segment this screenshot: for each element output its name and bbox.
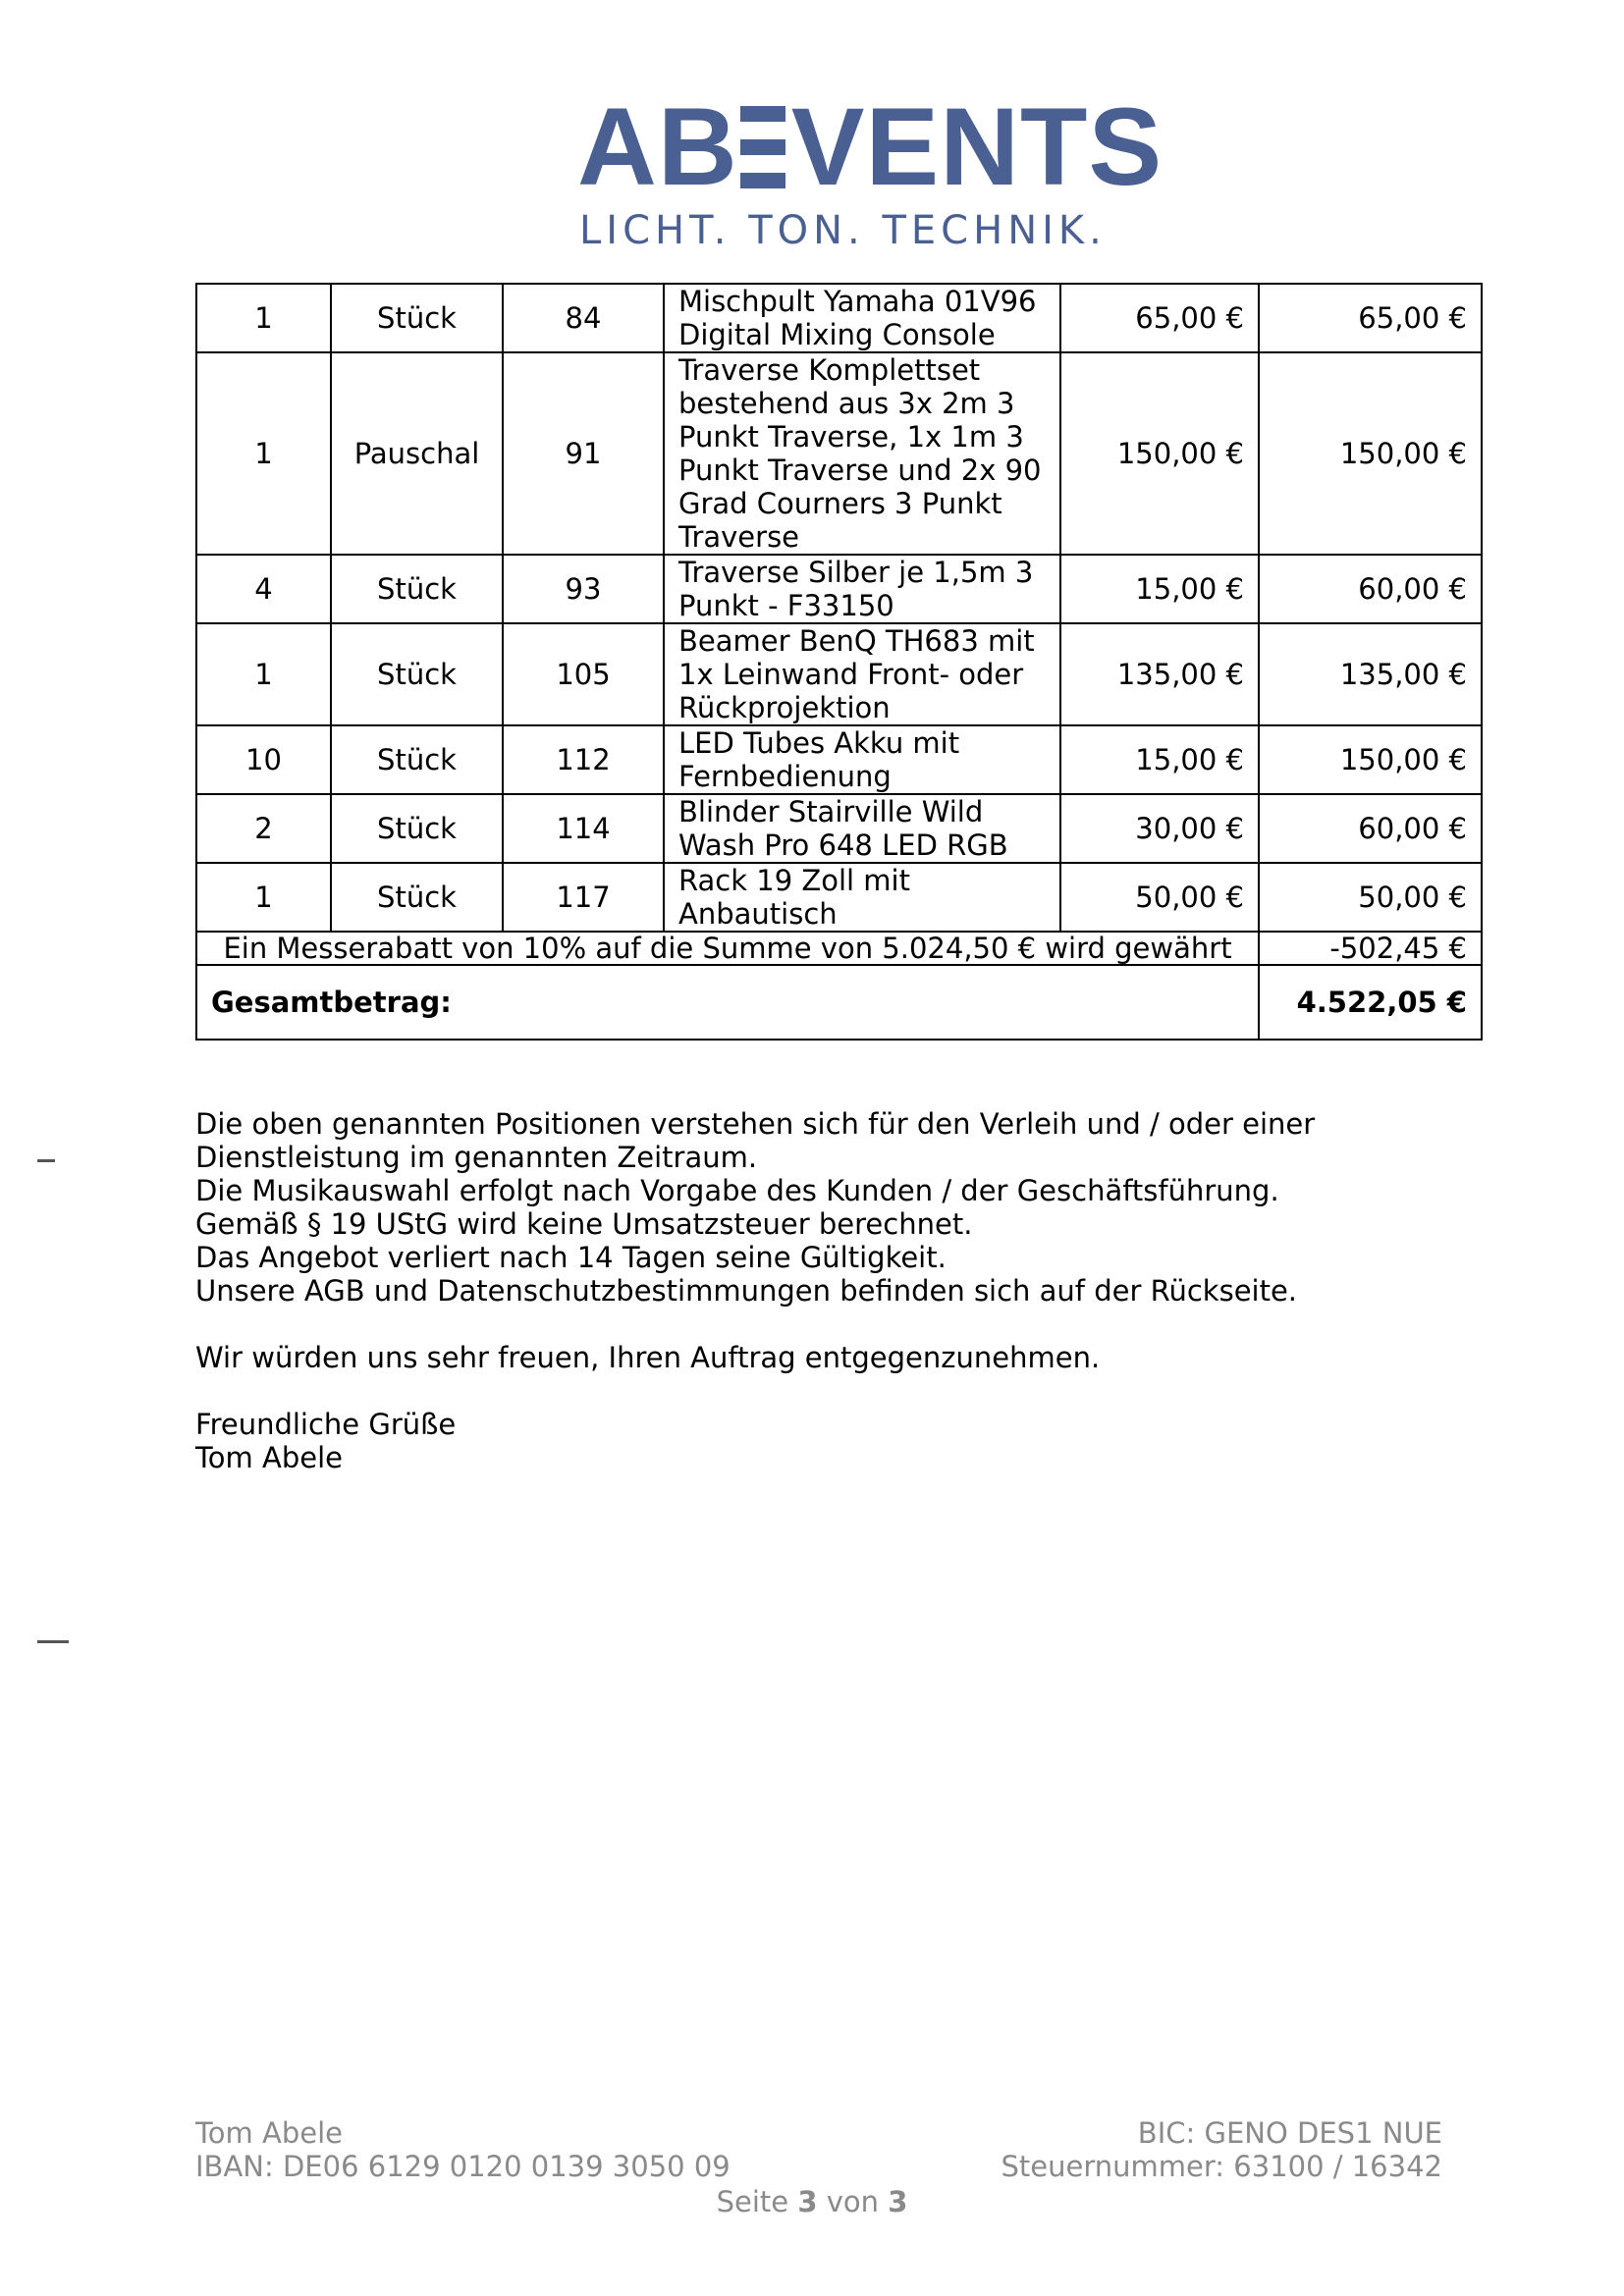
table-row xyxy=(196,623,1482,725)
punch-mark xyxy=(37,1640,69,1643)
page-number: Seite 3 von 3 xyxy=(716,2185,908,2218)
line-total-cell: 65,00 € xyxy=(1259,284,1482,352)
description-line: Punkt Traverse und 2x 90 xyxy=(678,454,1042,487)
items-table xyxy=(195,283,1483,1041)
table-row xyxy=(196,794,1482,863)
unit-price-cell: 150,00 € xyxy=(1060,352,1259,555)
description-line: bestehend aus 3x 2m 3 xyxy=(678,387,1015,420)
line-total-cell: 135,00 € xyxy=(1259,623,1482,725)
footer-iban: IBAN: DE06 6129 0120 0139 3050 09 xyxy=(195,2150,731,2183)
logo-text-right: VENTS xyxy=(790,85,1164,208)
unit-cell: Pauschal xyxy=(331,352,503,555)
unit-price-cell: 15,00 € xyxy=(1060,725,1259,794)
article-cell: 117 xyxy=(503,863,664,932)
company-logo xyxy=(577,85,1164,255)
description-cell xyxy=(664,555,1060,623)
description-line: LED Tubes Akku mit xyxy=(678,726,960,760)
unit-cell: Stück xyxy=(331,555,503,623)
footer-left xyxy=(195,2116,731,2183)
signature: Tom Abele xyxy=(195,1441,343,1474)
discount-text: Ein Messerabatt von 10% auf die Summe von 5.024,50 € wird gewährt xyxy=(196,932,1259,965)
table-row xyxy=(196,555,1482,623)
description-cell xyxy=(664,863,1060,932)
description-line: Traverse xyxy=(678,520,800,554)
line-total-cell: 60,00 € xyxy=(1259,555,1482,623)
logo-text-left: AB xyxy=(577,85,738,208)
description-cell xyxy=(664,284,1060,352)
closing-line: Wir würden uns sehr freuen, Ihren Auftrag entgegenzunehmen. xyxy=(195,1341,1101,1374)
description-cell xyxy=(664,725,1060,794)
logo-wordmark xyxy=(577,85,1164,208)
body-line: Das Angebot verliert nach 14 Tagen seine Gültigkeit. xyxy=(195,1241,947,1274)
description-line: Grad Courners 3 Punkt xyxy=(678,487,1002,520)
description-line: Fernbedienung xyxy=(678,760,892,793)
article-cell: 105 xyxy=(503,623,664,725)
footer-right xyxy=(1001,2116,1442,2183)
discount-value: -502,45 € xyxy=(1259,932,1482,965)
description-line: Rückprojektion xyxy=(678,691,891,724)
description-line: Rack 19 Zoll mit xyxy=(678,864,910,897)
article-cell: 93 xyxy=(503,555,664,623)
body-text xyxy=(195,1107,1472,1474)
description-line: Anbautisch xyxy=(678,897,838,931)
description-line: Punkt - F33150 xyxy=(678,589,894,622)
total-row xyxy=(196,965,1482,1040)
qty-cell: 10 xyxy=(196,725,331,794)
table-row xyxy=(196,284,1482,352)
qty-cell: 1 xyxy=(196,284,331,352)
description-cell xyxy=(664,623,1060,725)
qty-cell: 4 xyxy=(196,555,331,623)
description-line: Beamer BenQ TH683 mit xyxy=(678,624,1035,658)
line-total-cell: 50,00 € xyxy=(1259,863,1482,932)
footer-bic: BIC: GENO DES1 NUE xyxy=(1137,2116,1442,2150)
body-line: Dienstleistung im genannten Zeitraum. xyxy=(195,1141,758,1174)
fold-mark xyxy=(37,1159,55,1162)
table-row xyxy=(196,352,1482,555)
description-line: Digital Mixing Console xyxy=(678,318,996,351)
description-cell xyxy=(664,352,1060,555)
unit-cell: Stück xyxy=(331,284,503,352)
description-line: Traverse Komplettset xyxy=(678,353,981,387)
logo-tagline: LICHT. TON. TECHNIK. xyxy=(579,208,1107,253)
unit-cell: Stück xyxy=(331,863,503,932)
unit-price-cell: 65,00 € xyxy=(1060,284,1259,352)
line-total-cell: 150,00 € xyxy=(1259,725,1482,794)
line-total-cell: 150,00 € xyxy=(1259,352,1482,555)
logo-e-bars-icon xyxy=(740,106,785,188)
body-line: Unsere AGB und Datenschutzbestimmungen befinden sich auf der Rückseite. xyxy=(195,1274,1298,1308)
description-cell xyxy=(664,794,1060,863)
table-row xyxy=(196,863,1482,932)
description-line: Mischpult Yamaha 01V96 xyxy=(678,285,1037,318)
unit-price-cell: 135,00 € xyxy=(1060,623,1259,725)
body-line: Die oben genannten Positionen verstehen sich für den Verleih und / oder einer xyxy=(195,1107,1316,1141)
qty-cell: 2 xyxy=(196,794,331,863)
total-label: Gesamtbetrag: xyxy=(196,965,1259,1040)
unit-cell: Stück xyxy=(331,794,503,863)
unit-cell: Stück xyxy=(331,725,503,794)
greeting: Freundliche Grüße xyxy=(195,1408,457,1441)
description-line: Blinder Stairville Wild xyxy=(678,795,984,828)
footer-name: Tom Abele xyxy=(195,2116,343,2150)
qty-cell: 1 xyxy=(196,352,331,555)
total-value: 4.522,05 € xyxy=(1259,965,1482,1040)
discount-row xyxy=(196,932,1482,965)
description-line: 1x Leinwand Front- oder xyxy=(678,658,1024,691)
unit-price-cell: 50,00 € xyxy=(1060,863,1259,932)
description-line: Punkt Traverse, 1x 1m 3 xyxy=(678,420,1024,454)
unit-price-cell: 15,00 € xyxy=(1060,555,1259,623)
description-line: Wash Pro 648 LED RGB xyxy=(678,828,1008,862)
body-line: Gemäß § 19 UStG wird keine Umsatzsteuer berechnet. xyxy=(195,1207,973,1241)
description-line: Traverse Silber je 1,5m 3 xyxy=(678,556,1034,589)
table-row xyxy=(196,725,1482,794)
unit-price-cell: 30,00 € xyxy=(1060,794,1259,863)
line-total-cell: 60,00 € xyxy=(1259,794,1482,863)
footer-tax: Steuernummer: 63100 / 16342 xyxy=(1001,2150,1442,2183)
qty-cell: 1 xyxy=(196,623,331,725)
article-cell: 91 xyxy=(503,352,664,555)
body-line: Die Musikauswahl erfolgt nach Vorgabe des Kunden / der Geschäftsführung. xyxy=(195,1174,1279,1207)
qty-cell: 1 xyxy=(196,863,331,932)
article-cell: 84 xyxy=(503,284,664,352)
article-cell: 112 xyxy=(503,725,664,794)
unit-cell: Stück xyxy=(331,623,503,725)
article-cell: 114 xyxy=(503,794,664,863)
